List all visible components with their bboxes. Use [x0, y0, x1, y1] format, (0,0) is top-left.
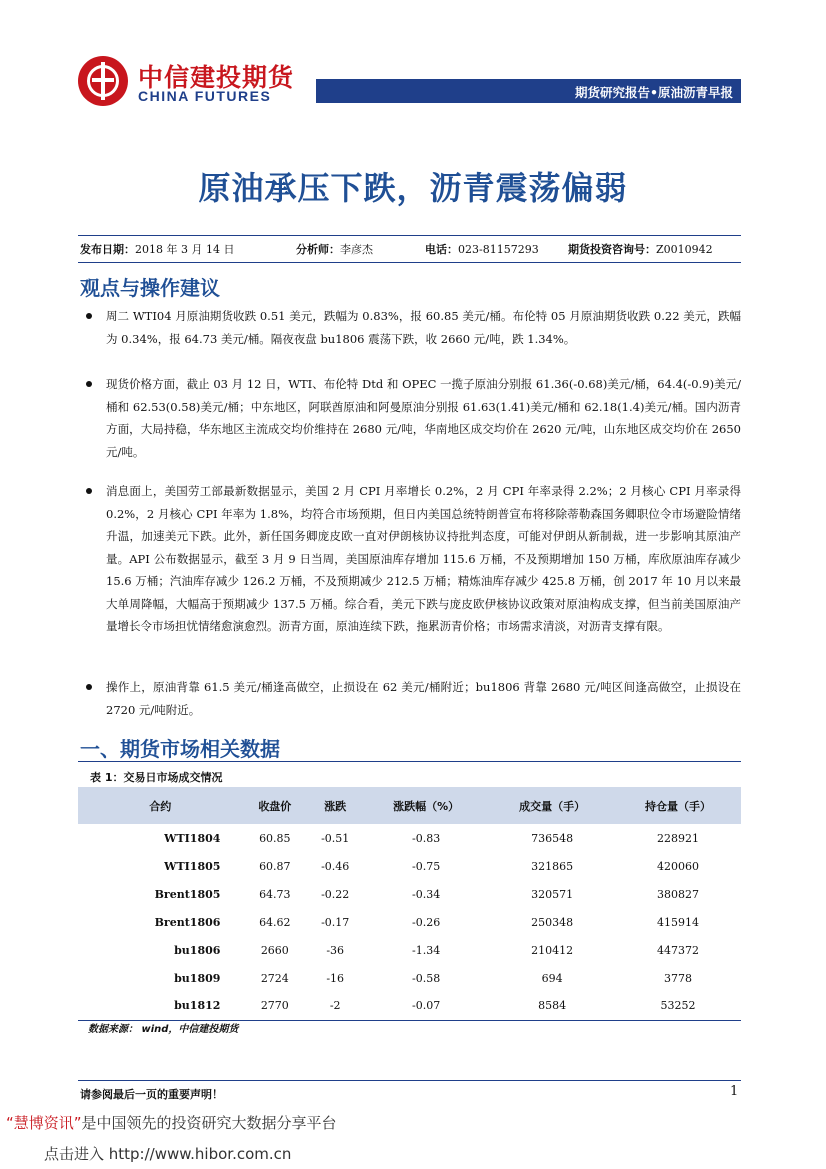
table-cell: 420060	[657, 859, 700, 873]
table-cell: -1.34	[412, 943, 441, 957]
list-item	[78, 305, 741, 350]
table-cell: -0.34	[412, 887, 441, 901]
analyst: 分析师：李彦杰	[296, 243, 373, 256]
promo-link[interactable]: 点击进入 http://www.hibor.com.cn	[44, 1145, 292, 1163]
table-cell: 250348	[531, 915, 574, 929]
column-header: 成交量（手）	[519, 799, 586, 813]
list-item	[78, 676, 741, 721]
table-cell: -0.26	[412, 915, 441, 929]
table-cell: 60.87	[259, 859, 291, 873]
table-cell: 694	[541, 971, 563, 985]
report-meta-bar	[78, 235, 741, 263]
table-cell: Brent1806	[154, 915, 221, 929]
column-header: 涨跌	[324, 799, 347, 813]
table-header-row	[78, 787, 741, 824]
table-cell: 228921	[657, 831, 700, 845]
license-number: 期货投资咨询号：Z0010942	[568, 243, 713, 256]
logo-chinese-name: 中信建投期货	[138, 63, 295, 92]
column-header: 涨跌幅（%）	[393, 799, 460, 813]
table-cell: 3778	[664, 971, 693, 985]
bullet-icon	[86, 488, 92, 494]
table-cell: 2770	[260, 999, 289, 1013]
table-cell: 8584	[538, 999, 567, 1013]
table-cell: WTI1804	[164, 831, 221, 845]
table-cell: 415914	[657, 915, 700, 929]
table-cell: 2660	[260, 943, 289, 957]
table-cell: -0.46	[321, 859, 350, 873]
company-logo	[78, 56, 295, 106]
bullet-icon	[86, 684, 92, 690]
table-row	[78, 824, 741, 852]
table-cell: 736548	[531, 831, 574, 845]
table-cell: 447372	[657, 943, 700, 957]
table-cell: 210412	[531, 943, 574, 957]
table-cell: -0.17	[321, 915, 350, 929]
table-cell: -0.58	[412, 971, 441, 985]
table-cell: -0.07	[412, 999, 441, 1013]
bullet-icon	[86, 381, 92, 387]
logo-english-name: CHINA FUTURES	[138, 88, 272, 104]
list-item	[78, 480, 741, 638]
report-type-banner	[316, 79, 741, 103]
table-cell: Brent1805	[154, 887, 221, 901]
viewpoint-heading: 观点与操作建议	[80, 276, 220, 300]
section-title: 一、期货市场相关数据	[80, 737, 280, 761]
table-cell: -0.83	[412, 831, 441, 845]
table-cell: 64.73	[259, 887, 291, 901]
table-cell: bu1809	[174, 971, 221, 985]
column-header: 收盘价	[258, 799, 292, 813]
footer-divider	[78, 1080, 741, 1081]
bullet-text: 操作上，原油背靠 61.5 美元/桶逢高做空，止损设在 62 美元/桶附近；bu1806 背靠 2680 元/吨区间逢高做空，止损设在 2720 元/吨附近。	[106, 680, 741, 717]
page-number: 1	[730, 1084, 739, 1099]
table-cell: -36	[326, 943, 345, 957]
table-row	[78, 964, 741, 992]
table-row	[78, 880, 741, 908]
report-type-label: 期货研究报告•原油沥青早报	[575, 85, 733, 100]
report-title: 原油承压下跌，沥青震荡偏弱	[198, 169, 628, 207]
table-cell: 320571	[531, 887, 574, 901]
bullet-text: 周二 WTI04 月原油期货收跌 0.51 美元，跌幅为 0.83%，报 60.85 美元/桶。布伦特 05 月原油期货收跌 0.22 美元，跌幅为 0.34%，报 64.73 美元/桶。隔夜夜盘 bu1806 震荡下跌，收 2660 元/吨，跌 1.34%。	[106, 309, 741, 346]
table-cell: -0.75	[412, 859, 441, 873]
disclaimer-note: 请参阅最后一页的重要声明！	[80, 1088, 223, 1101]
list-item	[78, 373, 741, 463]
market-data-table	[78, 787, 741, 1021]
table-cell: 60.85	[259, 831, 291, 845]
column-header: 合约	[149, 799, 172, 813]
promo-text: 是中国领先的投资研究大数据分享平台	[81, 1114, 337, 1132]
table-cell: 321865	[531, 859, 574, 873]
data-source-note: 数据来源： wind，中信建投期货	[88, 1024, 239, 1035]
table-cell: 64.62	[259, 915, 291, 929]
table-cell: bu1806	[174, 943, 221, 957]
table-row	[78, 992, 741, 1020]
bullet-text: 现货价格方面，截止 03 月 12 日，WTI、布伦特 Dtd 和 OPEC 一揽子原油分别报 61.36(-0.68)美元/桶，64.4(-0.9)美元/桶和 62.53(0.58)美元/桶；中东地区，阿联酋原油和阿曼原油分别报 61.63(1.41)美元/桶和 62.18(1.4)美元/桶。国内沥青方面，大局持稳，华东地区主流成交均价维持在 2680 元/吨，华南地区成交均价在 2620 元/吨，山东地区成交均价在 2650 元/吨。	[106, 377, 741, 459]
table-cell: bu1812	[174, 999, 221, 1013]
table-row	[78, 908, 741, 936]
bullet-text: 消息面上，美国劳工部最新数据显示，美国 2 月 CPI 月率增长 0.2%，2 月 CPI 年率录得 2.2%；2 月核心 CPI 月率录得 0.2%，2 月核心 CPI 年率为 1.8%，均符合市场预期，但日内美国总统特朗普宣布将移除蒂勒森国务卿职位令市场避险情绪升温，加速美元下跌。此外，新任国务卿庞皮欧一直对伊朗核协议持批判态度，可能对伊朗从新制裁，进一步影响其原油产量。API 公布数据显示，截至 3 月 9 日当周，美国原油库存增加 115.6 万桶，不及预期增加 150 万桶，库欣原油库存减少 15.6 万桶；汽油库存减少 126.2 万桶，不及预期减少 212.5 万桶；精炼油库存减少 425.8 万桶，创 2017 年 10 月以来最大单周降幅，大幅高于预期减少 137.5 万桶。综合看，美元下跌与庞皮欧伊核协议政策对原油构成支撑，但当前美国原油产量增长令市场担忧情绪愈演愈烈。沥青方面，原油连续下跌，拖累沥青价格；市场需求清淡，对沥青支撑有限。	[106, 484, 741, 633]
table-cell: -0.22	[321, 887, 350, 901]
table-row	[78, 852, 741, 880]
bullet-icon	[86, 313, 92, 319]
promo-banner	[6, 1112, 337, 1133]
section-header	[78, 733, 741, 762]
table-cell: 2724	[260, 971, 289, 985]
phone: 电话：023-81157293	[425, 243, 539, 256]
publish-date: 发布日期：2018 年 3 月 14 日	[80, 243, 235, 256]
table-cell: -2	[329, 999, 341, 1013]
table-cell: WTI1805	[164, 859, 221, 873]
table-cell: -0.51	[321, 831, 350, 845]
column-header: 持仓量（手）	[645, 799, 712, 813]
table-cell: 53252	[660, 999, 696, 1013]
table-cell: 380827	[657, 887, 700, 901]
table-cell: -16	[326, 971, 345, 985]
table-row	[78, 936, 741, 964]
table-caption: 表 1：交易日市场成交情况	[90, 771, 223, 784]
logo-emblem-icon	[78, 56, 128, 106]
promo-brand: “慧博资讯”	[6, 1114, 82, 1132]
